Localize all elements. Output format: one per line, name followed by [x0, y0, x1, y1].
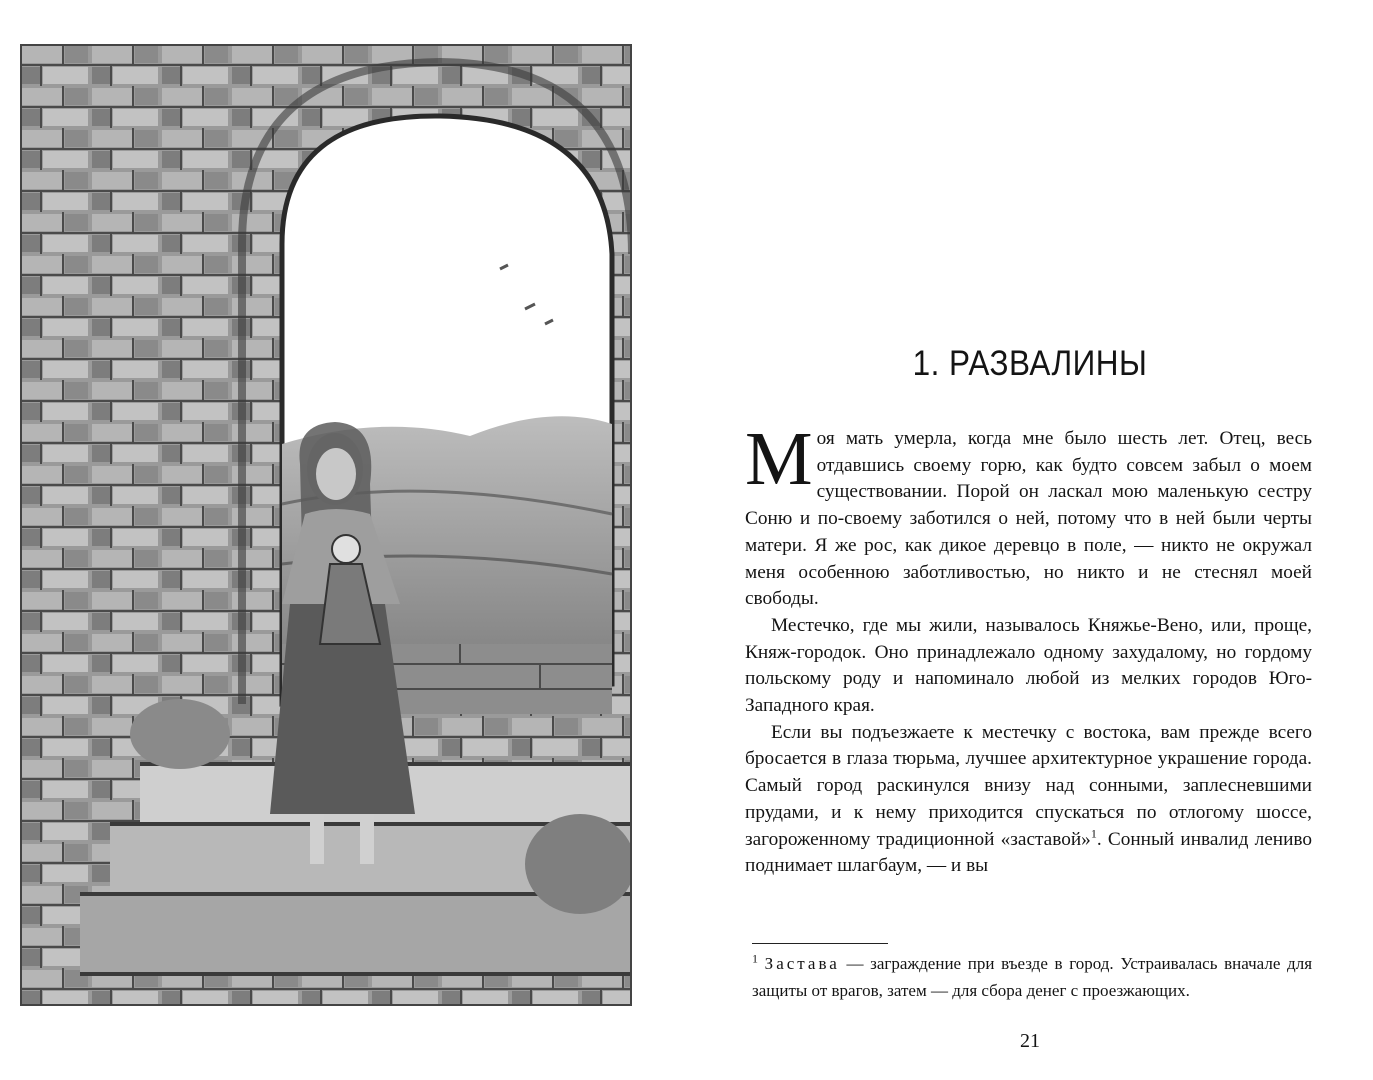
footnote-reference: 1 [1090, 826, 1097, 841]
drop-cap: М [745, 417, 813, 501]
chapter-body [745, 417, 1313, 880]
paragraph-3-text-end: . Сонный инвалид лениво поднимает шлагбаум, — и вы [745, 828, 1313, 877]
footnote [752, 950, 1312, 1004]
paragraph-3 [745, 720, 1312, 880]
chapter-title: 1. РАЗВАЛИНЫ [912, 344, 1148, 383]
footnote-text: — заграждение при въезде в город. Устраивалась вначале для защиты от врагов, затем — для сбора денег с проезжающих. [752, 954, 1313, 1000]
paragraph-3-text-start: Если вы подъезжаете к местечку с востока, вам прежде всего бросается в глаза тюрьма, лучшее архитектурное украшение города. Самый город раскинулся внизу над сонными, заплесневшими прудами, и к нему приходится спускаться по отлогому шоссе, загороженному традиционной «заставой» [745, 721, 1312, 850]
paragraph-1 [745, 417, 1312, 613]
footnote-divider [752, 943, 888, 944]
paragraph-1-text: оя мать умерла, когда мне было шесть лет. Отец, весь отдавшись своему горю, как будто совсем забыл о моем существовании. Порой он ласкал мою маленькую сестру Соню и по-своему заботился о ней, потому что в ней были черты матери. Я же рос, как дикое деревцо в поле, — никто не окружал меня особенною заботливостью, но никто и не стеснял моей свободы. [745, 428, 1312, 610]
illustration [20, 44, 632, 1006]
footnote-number: 1 [752, 951, 758, 966]
girl-with-doll-illustration [20, 44, 632, 1006]
footnote-term: Застава [764, 954, 840, 973]
paragraph-2: Местечко, где мы жили, называлось Княжье-Вено, или, проще, Княж-городок. Оно принадлежало одному захудалому, но гордому польскому роду и напоминало любой из мелких городов Юго-Западного края. [745, 614, 1312, 717]
page-number: 21 [1020, 1030, 1040, 1052]
text-page [745, 0, 1315, 1080]
